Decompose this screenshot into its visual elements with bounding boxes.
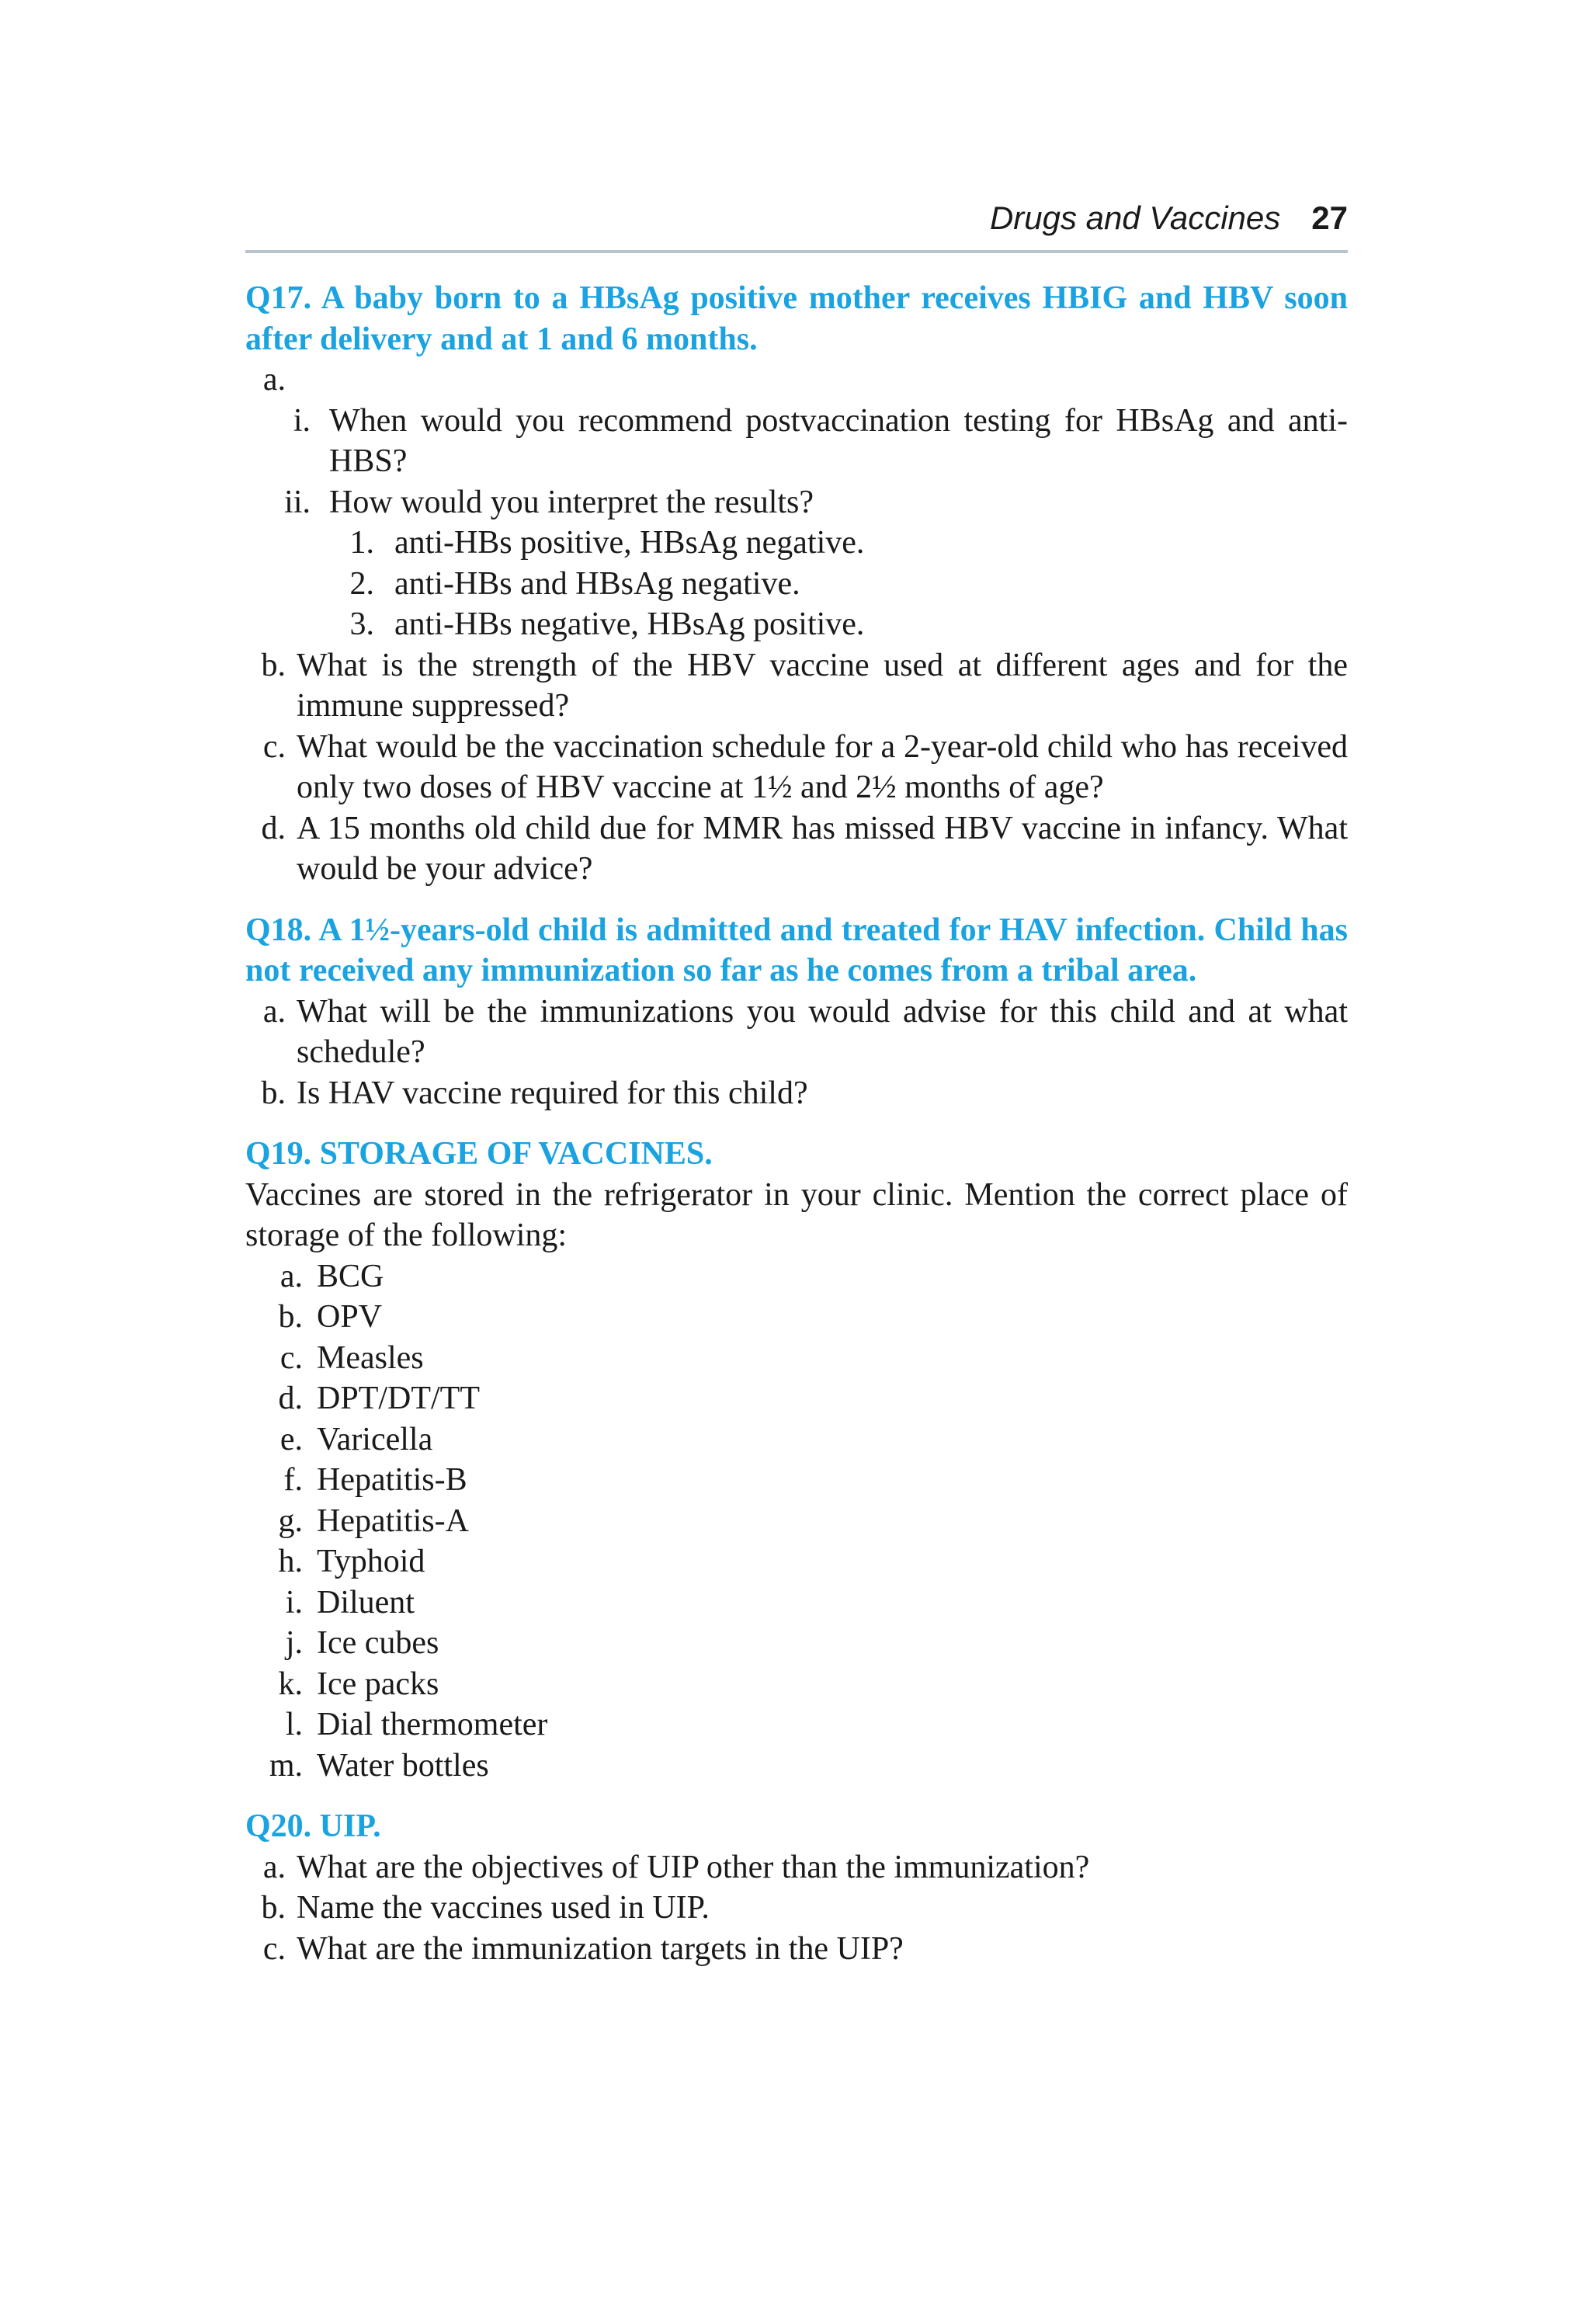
list-item bbox=[245, 401, 1348, 482]
list-item bbox=[245, 1338, 1348, 1379]
list-item bbox=[245, 523, 1348, 564]
item-label: l. bbox=[285, 1707, 303, 1742]
item-label: b. bbox=[261, 1890, 286, 1926]
list-item bbox=[245, 1541, 1348, 1582]
item-label: b. bbox=[278, 1299, 303, 1335]
item-text: BCG bbox=[317, 1258, 384, 1294]
item-text: A 15 months old child due for MMR has missed HBV vaccine in infancy. What would be your advice? bbox=[297, 810, 1348, 887]
item-text: What are the immunization targets in the UIP? bbox=[297, 1930, 904, 1967]
question-intro: Vaccines are stored in the refrigerator in your clinic. Mention the correct place of storage of the following: bbox=[245, 1176, 1348, 1253]
list-item bbox=[245, 1929, 1348, 1970]
list-item bbox=[245, 1704, 1348, 1746]
item-text: Is HAV vaccine required for this child? bbox=[297, 1075, 808, 1111]
page-number: 27 bbox=[1311, 200, 1348, 236]
list-item bbox=[245, 360, 1348, 401]
list-item bbox=[245, 727, 1348, 808]
list-item bbox=[245, 1297, 1348, 1338]
item-label: a. bbox=[262, 993, 286, 1030]
list-item bbox=[245, 992, 1348, 1073]
list-item bbox=[245, 1460, 1348, 1501]
item-label: i. bbox=[285, 1584, 303, 1621]
item-label: m. bbox=[269, 1747, 303, 1784]
item-text: Dial thermometer bbox=[317, 1707, 548, 1742]
section-title: Drugs and Vaccines bbox=[989, 200, 1281, 236]
list-item bbox=[245, 1888, 1348, 1929]
list-item bbox=[245, 482, 1348, 523]
item-label: c. bbox=[262, 728, 286, 765]
item-label: 1. bbox=[349, 525, 374, 561]
item-label: d. bbox=[278, 1381, 303, 1416]
item-text: How would you interpret the results? bbox=[329, 484, 814, 520]
item-label: c. bbox=[262, 1930, 286, 1967]
question-title: Q17. A baby born to a HBsAg positive mother receives HBIG and HBV soon after delivery and at 1 and 6 months. bbox=[245, 280, 1348, 357]
item-label: i. bbox=[293, 402, 311, 439]
question-20 bbox=[245, 1806, 1348, 1969]
item-label: h. bbox=[278, 1544, 303, 1579]
item-text: What would be the vaccination schedule for a 2-year-old child who has received only two doses of HBV vaccine at 1½ and 2½ months of age? bbox=[297, 728, 1348, 805]
item-text: Diluent bbox=[317, 1584, 415, 1621]
question-title: Q20. UIP. bbox=[245, 1808, 381, 1844]
list-item bbox=[245, 1378, 1348, 1419]
list-item bbox=[245, 808, 1348, 890]
list-item bbox=[245, 564, 1348, 605]
item-label: g. bbox=[278, 1502, 303, 1539]
item-label: 3. bbox=[349, 606, 374, 642]
list-item bbox=[245, 1746, 1348, 1787]
item-label: b. bbox=[261, 1075, 286, 1111]
question-title: Q19. STORAGE OF VACCINES. bbox=[245, 1136, 713, 1172]
page-content bbox=[245, 278, 1348, 1969]
list-item bbox=[245, 1419, 1348, 1461]
list-item bbox=[245, 1623, 1348, 1664]
item-text: Ice packs bbox=[317, 1666, 439, 1702]
list-item bbox=[245, 1664, 1348, 1705]
item-text: Ice cubes bbox=[317, 1625, 439, 1661]
item-text: anti-HBs positive, HBsAg negative. bbox=[394, 525, 865, 561]
item-label: c. bbox=[279, 1339, 303, 1376]
item-label: a. bbox=[262, 1849, 286, 1885]
running-head bbox=[245, 196, 1348, 241]
question-title: Q18. A 1½-years-old child is admitted and treated for HAV infection. Child has not received any immunization so far as he comes from a tribal area. bbox=[245, 912, 1348, 988]
item-text: Water bottles bbox=[317, 1747, 489, 1784]
item-text: Name the vaccines used in UIP. bbox=[297, 1890, 710, 1926]
question-19 bbox=[245, 1134, 1348, 1786]
list-item bbox=[245, 1256, 1348, 1297]
item-text: What will be the immunizations you would advise for this child and at what schedule? bbox=[297, 993, 1348, 1070]
list-item bbox=[245, 1847, 1348, 1888]
list-item bbox=[245, 1501, 1348, 1542]
item-label: a. bbox=[279, 1258, 303, 1294]
question-17 bbox=[245, 278, 1348, 890]
item-label: d. bbox=[261, 810, 286, 846]
item-label: a. bbox=[262, 362, 286, 398]
item-text: anti-HBs and HBsAg negative. bbox=[394, 565, 800, 602]
item-text: DPT/DT/TT bbox=[317, 1381, 480, 1416]
list-item bbox=[245, 645, 1348, 727]
item-text: Typhoid bbox=[317, 1544, 425, 1579]
list-item bbox=[245, 604, 1348, 645]
question-18 bbox=[245, 910, 1348, 1114]
item-text: Varicella bbox=[317, 1421, 433, 1457]
item-label: b. bbox=[261, 647, 286, 683]
item-label: f. bbox=[283, 1462, 303, 1498]
item-label: e. bbox=[279, 1421, 303, 1457]
item-label: j. bbox=[285, 1625, 303, 1661]
list-item bbox=[245, 1073, 1348, 1114]
item-text: When would you recommend postvaccination testing for HBsAg and anti-HBS? bbox=[329, 402, 1348, 479]
item-text: Hepatitis-B bbox=[317, 1462, 467, 1498]
item-text: Measles bbox=[317, 1339, 424, 1376]
item-text: anti-HBs negative, HBsAg positive. bbox=[394, 606, 865, 642]
item-label: k. bbox=[278, 1666, 303, 1702]
item-text: OPV bbox=[317, 1299, 383, 1335]
item-text: What is the strength of the HBV vaccine used at different ages and for the immune suppressed? bbox=[297, 647, 1348, 724]
item-label: 2. bbox=[349, 565, 374, 602]
item-text: What are the objectives of UIP other than the immunization? bbox=[297, 1849, 1090, 1885]
header-rule bbox=[245, 250, 1348, 253]
item-label: ii. bbox=[284, 484, 311, 520]
list-item bbox=[245, 1582, 1348, 1624]
item-text: Hepatitis-A bbox=[317, 1502, 469, 1539]
